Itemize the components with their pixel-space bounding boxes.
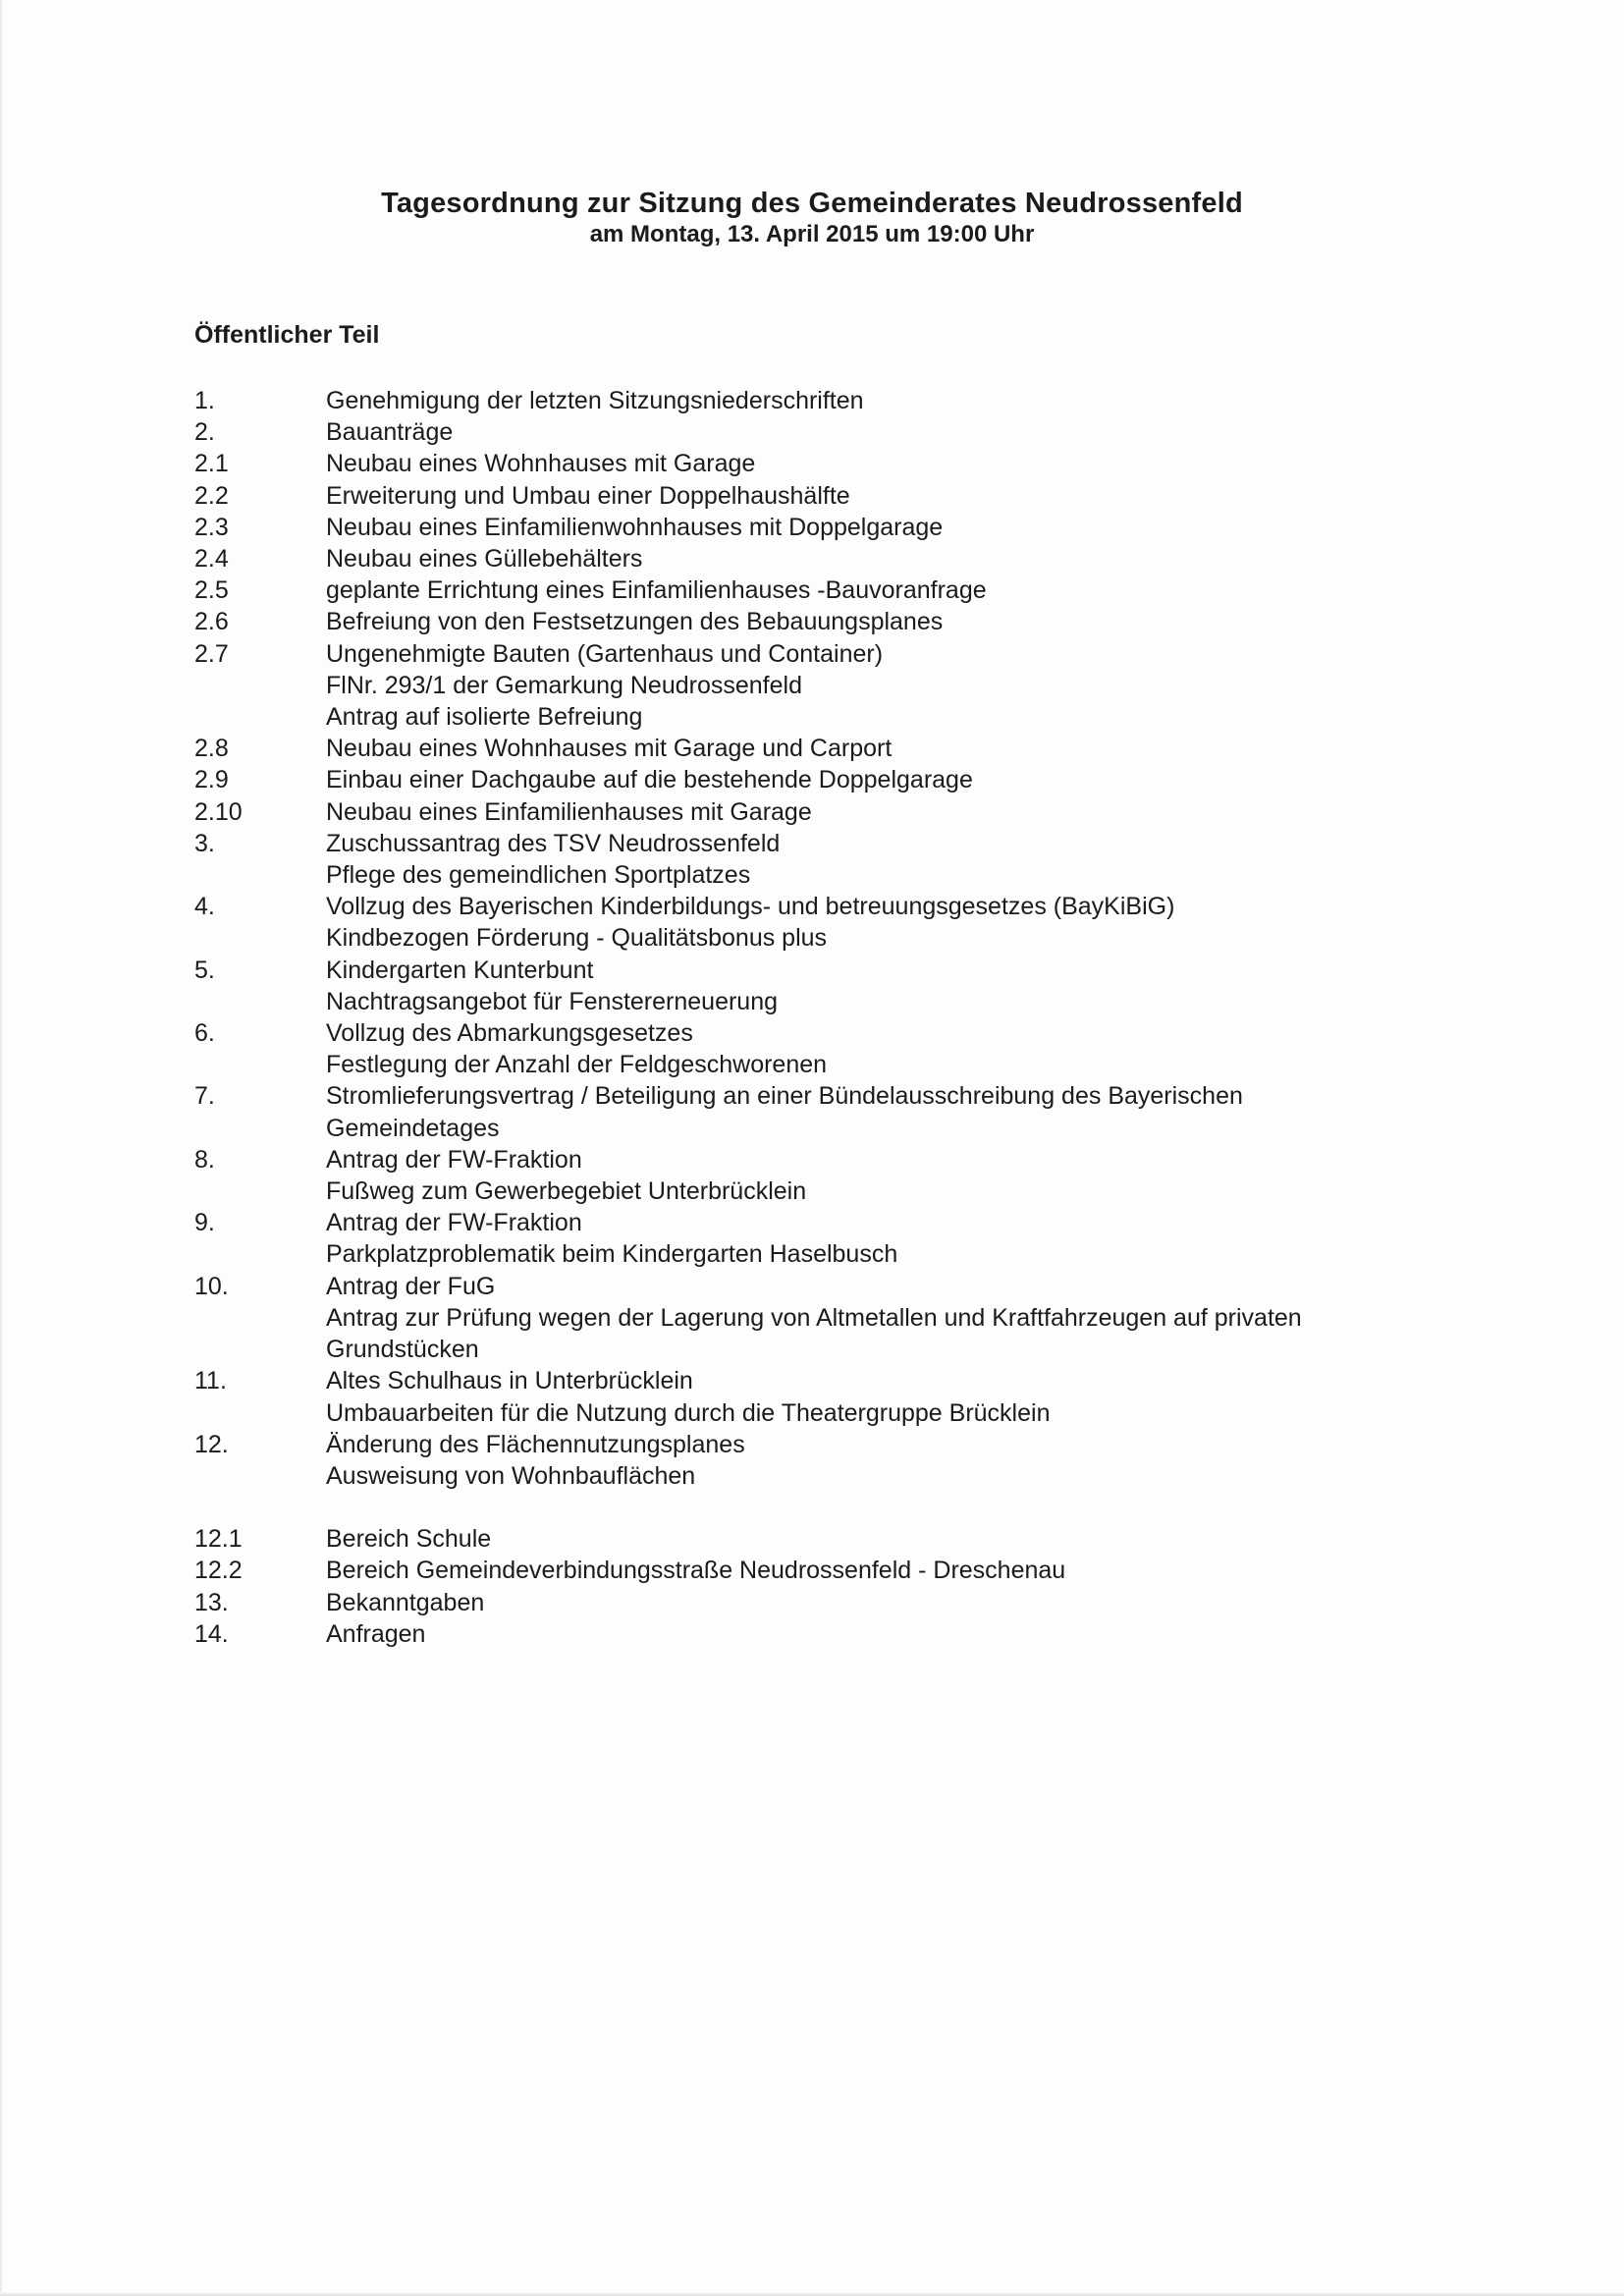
agenda-item (194, 448, 1471, 479)
agenda-item (194, 1587, 1471, 1618)
agenda-item (194, 955, 1471, 1017)
agenda-item-text (326, 480, 1471, 512)
agenda-item-number: 10. (194, 1272, 229, 1300)
agenda-item-text (326, 1618, 1471, 1650)
agenda-item-text (326, 448, 1471, 479)
agenda-item-line: Zuschussantrag des TSV Neudrossenfeld (326, 829, 781, 857)
agenda-item-number: 2.7 (194, 639, 229, 668)
agenda-item-number: 2.8 (194, 735, 229, 763)
agenda-item-text (326, 638, 1471, 734)
agenda-item-number: 11. (194, 1367, 227, 1395)
agenda-item-text (326, 1017, 1471, 1080)
agenda-item-text (326, 764, 1471, 795)
agenda-item-line: Neubau eines Einfamilienwohnhauses mit Doppelgarage (326, 513, 944, 541)
agenda-item-number: 8. (194, 1145, 215, 1174)
agenda-item-text (326, 891, 1471, 954)
agenda-item-number: 5. (194, 956, 215, 984)
agenda-item-line: Antrag der FuG (326, 1272, 496, 1300)
agenda-item-number: 3. (194, 829, 215, 857)
scan-edge-left (0, 0, 3, 2296)
agenda-item-text (326, 1429, 1471, 1492)
agenda-item-line: Vollzug des Abmarkungsgesetzes (326, 1019, 693, 1048)
agenda-item-number: 2.9 (194, 766, 229, 794)
agenda-item-number: 2.6 (194, 608, 229, 636)
agenda-item-line: FlNr. 293/1 der Gemarkung Neudrossenfeld (326, 671, 802, 699)
agenda-item (194, 1618, 1471, 1650)
scan-edge-bottom (0, 2292, 1624, 2296)
section-heading: Öffentlicher Teil (194, 321, 380, 349)
agenda-item-text (326, 1144, 1471, 1207)
agenda-item-number: 2.10 (194, 797, 243, 826)
agenda-item (194, 828, 1471, 891)
agenda-item-line: Kindergarten Kunterbunt (326, 956, 594, 984)
agenda-item (194, 543, 1471, 574)
agenda-item-number: 14. (194, 1619, 229, 1648)
agenda-list (194, 385, 1471, 1650)
agenda-item-line: Grundstücken (326, 1336, 479, 1364)
agenda-item-text (326, 512, 1471, 543)
agenda-item-text (326, 733, 1471, 764)
agenda-item-line: Fußweg zum Gewerbegebiet Unterbrücklein (326, 1177, 807, 1206)
agenda-item-number: 4. (194, 893, 215, 921)
agenda-item-number: 12.2 (194, 1557, 243, 1585)
agenda-item-line: geplante Errichtung eines Einfamilienhauses -Bauvoranfrage (326, 576, 987, 605)
agenda-item (194, 764, 1471, 795)
agenda-item-text (326, 1365, 1471, 1428)
agenda-item-line: Antrag zur Prüfung wegen der Lagerung von Altmetallen und Kraftfahrzeugen auf privaten (326, 1303, 1302, 1332)
agenda-item-line: Festlegung der Anzahl der Feldgeschworenen (326, 1051, 828, 1079)
agenda-item (194, 891, 1471, 954)
agenda-item (194, 1429, 1471, 1492)
agenda-item-line: Antrag der FW-Fraktion (326, 1209, 582, 1237)
agenda-item (194, 512, 1471, 543)
agenda-item-line: Ausweisung von Wohnbauflächen (326, 1461, 696, 1490)
agenda-item-line: Altes Schulhaus in Unterbrücklein (326, 1367, 693, 1395)
agenda-item-number: 12. (194, 1430, 229, 1458)
agenda-item (194, 480, 1471, 512)
agenda-item (194, 574, 1471, 606)
agenda-item-number: 7. (194, 1082, 215, 1111)
agenda-item-text (326, 574, 1471, 606)
agenda-item-line: Bekanntgaben (326, 1588, 485, 1616)
agenda-item-text (326, 828, 1471, 891)
agenda-item-number: 2.5 (194, 576, 229, 605)
agenda-item-number: 13. (194, 1588, 229, 1616)
agenda-item-line: Befreiung von den Festsetzungen des Bebauungsplanes (326, 608, 944, 636)
agenda-item-text (326, 796, 1471, 828)
agenda-item-line: Stromlieferungsvertrag / Beteiligung an einer Bündelausschreibung des Bayerischen (326, 1082, 1243, 1111)
agenda-item-line: Nachtragsangebot für Fenstererneuerung (326, 987, 779, 1015)
agenda-item-number: 2. (194, 418, 215, 447)
agenda-item-number: 2.2 (194, 481, 229, 510)
agenda-item (194, 638, 1471, 734)
agenda-item-text (326, 955, 1471, 1017)
agenda-item-line: Erweiterung und Umbau einer Doppelhaushälfte (326, 481, 850, 510)
agenda-item-number: 9. (194, 1209, 215, 1237)
agenda-item-line: Einbau einer Dachgaube auf die bestehende Doppelgarage (326, 766, 973, 794)
agenda-item (194, 1523, 1471, 1555)
agenda-item-number: 6. (194, 1019, 215, 1048)
agenda-item-line: Kindbezogen Förderung - Qualitätsbonus plus (326, 924, 828, 953)
agenda-item-line: Umbauarbeiten für die Nutzung durch die Theatergruppe Brücklein (326, 1398, 1051, 1427)
agenda-item-text (326, 543, 1471, 574)
page-subtitle: am Montag, 13. April 2015 um 19:00 Uhr (589, 221, 1035, 247)
agenda-item-number: 2.1 (194, 450, 229, 478)
agenda-item-text (326, 606, 1471, 637)
agenda-item-line: Neubau eines Wohnhauses mit Garage (326, 450, 756, 478)
agenda-item-line: Antrag der FW-Fraktion (326, 1145, 582, 1174)
agenda-item (194, 416, 1471, 448)
agenda-item-line: Ungenehmigte Bauten (Gartenhaus und Container) (326, 639, 884, 668)
agenda-item-line: Bauanträge (326, 418, 454, 447)
agenda-item (194, 1365, 1471, 1428)
agenda-item-line: Anfragen (326, 1619, 426, 1648)
agenda-item-text (326, 1523, 1471, 1555)
agenda-item-number: 2.3 (194, 513, 229, 541)
agenda-item (194, 1207, 1471, 1270)
agenda-item (194, 1271, 1471, 1366)
agenda-item (194, 385, 1471, 416)
agenda-item (194, 1144, 1471, 1207)
agenda-item (194, 733, 1471, 764)
agenda-item-line: Antrag auf isolierte Befreiung (326, 703, 643, 732)
agenda-item-number: 1. (194, 387, 215, 414)
agenda-item-line: Vollzug des Bayerischen Kinderbildungs- und betreuungsgesetzes (BayKiBiG) (326, 893, 1175, 921)
agenda-item-text (326, 1555, 1471, 1586)
agenda-item (194, 1017, 1471, 1080)
agenda-item (194, 796, 1471, 828)
agenda-spacer (194, 1492, 1471, 1523)
agenda-item-text (326, 1587, 1471, 1618)
agenda-item-line: Parkplatzproblematik beim Kindergarten Haselbusch (326, 1240, 898, 1269)
agenda-item-line: Neubau eines Wohnhauses mit Garage und Carport (326, 735, 893, 763)
agenda-item-number: 2.4 (194, 545, 229, 574)
agenda-item-line: Bereich Gemeindeverbindungsstraße Neudrossenfeld - Dreschenau (326, 1557, 1066, 1585)
agenda-item-line: Neubau eines Güllebehälters (326, 545, 643, 574)
page-title: Tagesordnung zur Sitzung des Gemeinderates Neudrossenfeld (381, 188, 1243, 219)
title-block (0, 187, 1624, 249)
agenda-item-line: Genehmigung der letzten Sitzungsniederschriften (326, 387, 864, 414)
agenda-item-text (326, 385, 1471, 416)
agenda-item (194, 606, 1471, 637)
agenda-item-line: Bereich Schule (326, 1525, 492, 1554)
agenda-item (194, 1555, 1471, 1586)
agenda-item-text (326, 1207, 1471, 1270)
agenda-item-text (326, 1271, 1471, 1366)
agenda-item-text (326, 416, 1471, 448)
agenda-item (194, 1080, 1471, 1143)
agenda-item-line: Pflege des gemeindlichen Sportplatzes (326, 861, 751, 890)
agenda-item-line: Gemeindetages (326, 1114, 500, 1142)
agenda-item-number: 12.1 (194, 1525, 243, 1554)
agenda-item-line: Änderung des Flächennutzungsplanes (326, 1430, 745, 1458)
agenda-item-line: Neubau eines Einfamilienhauses mit Garage (326, 797, 812, 826)
agenda-item-text (326, 1080, 1471, 1143)
